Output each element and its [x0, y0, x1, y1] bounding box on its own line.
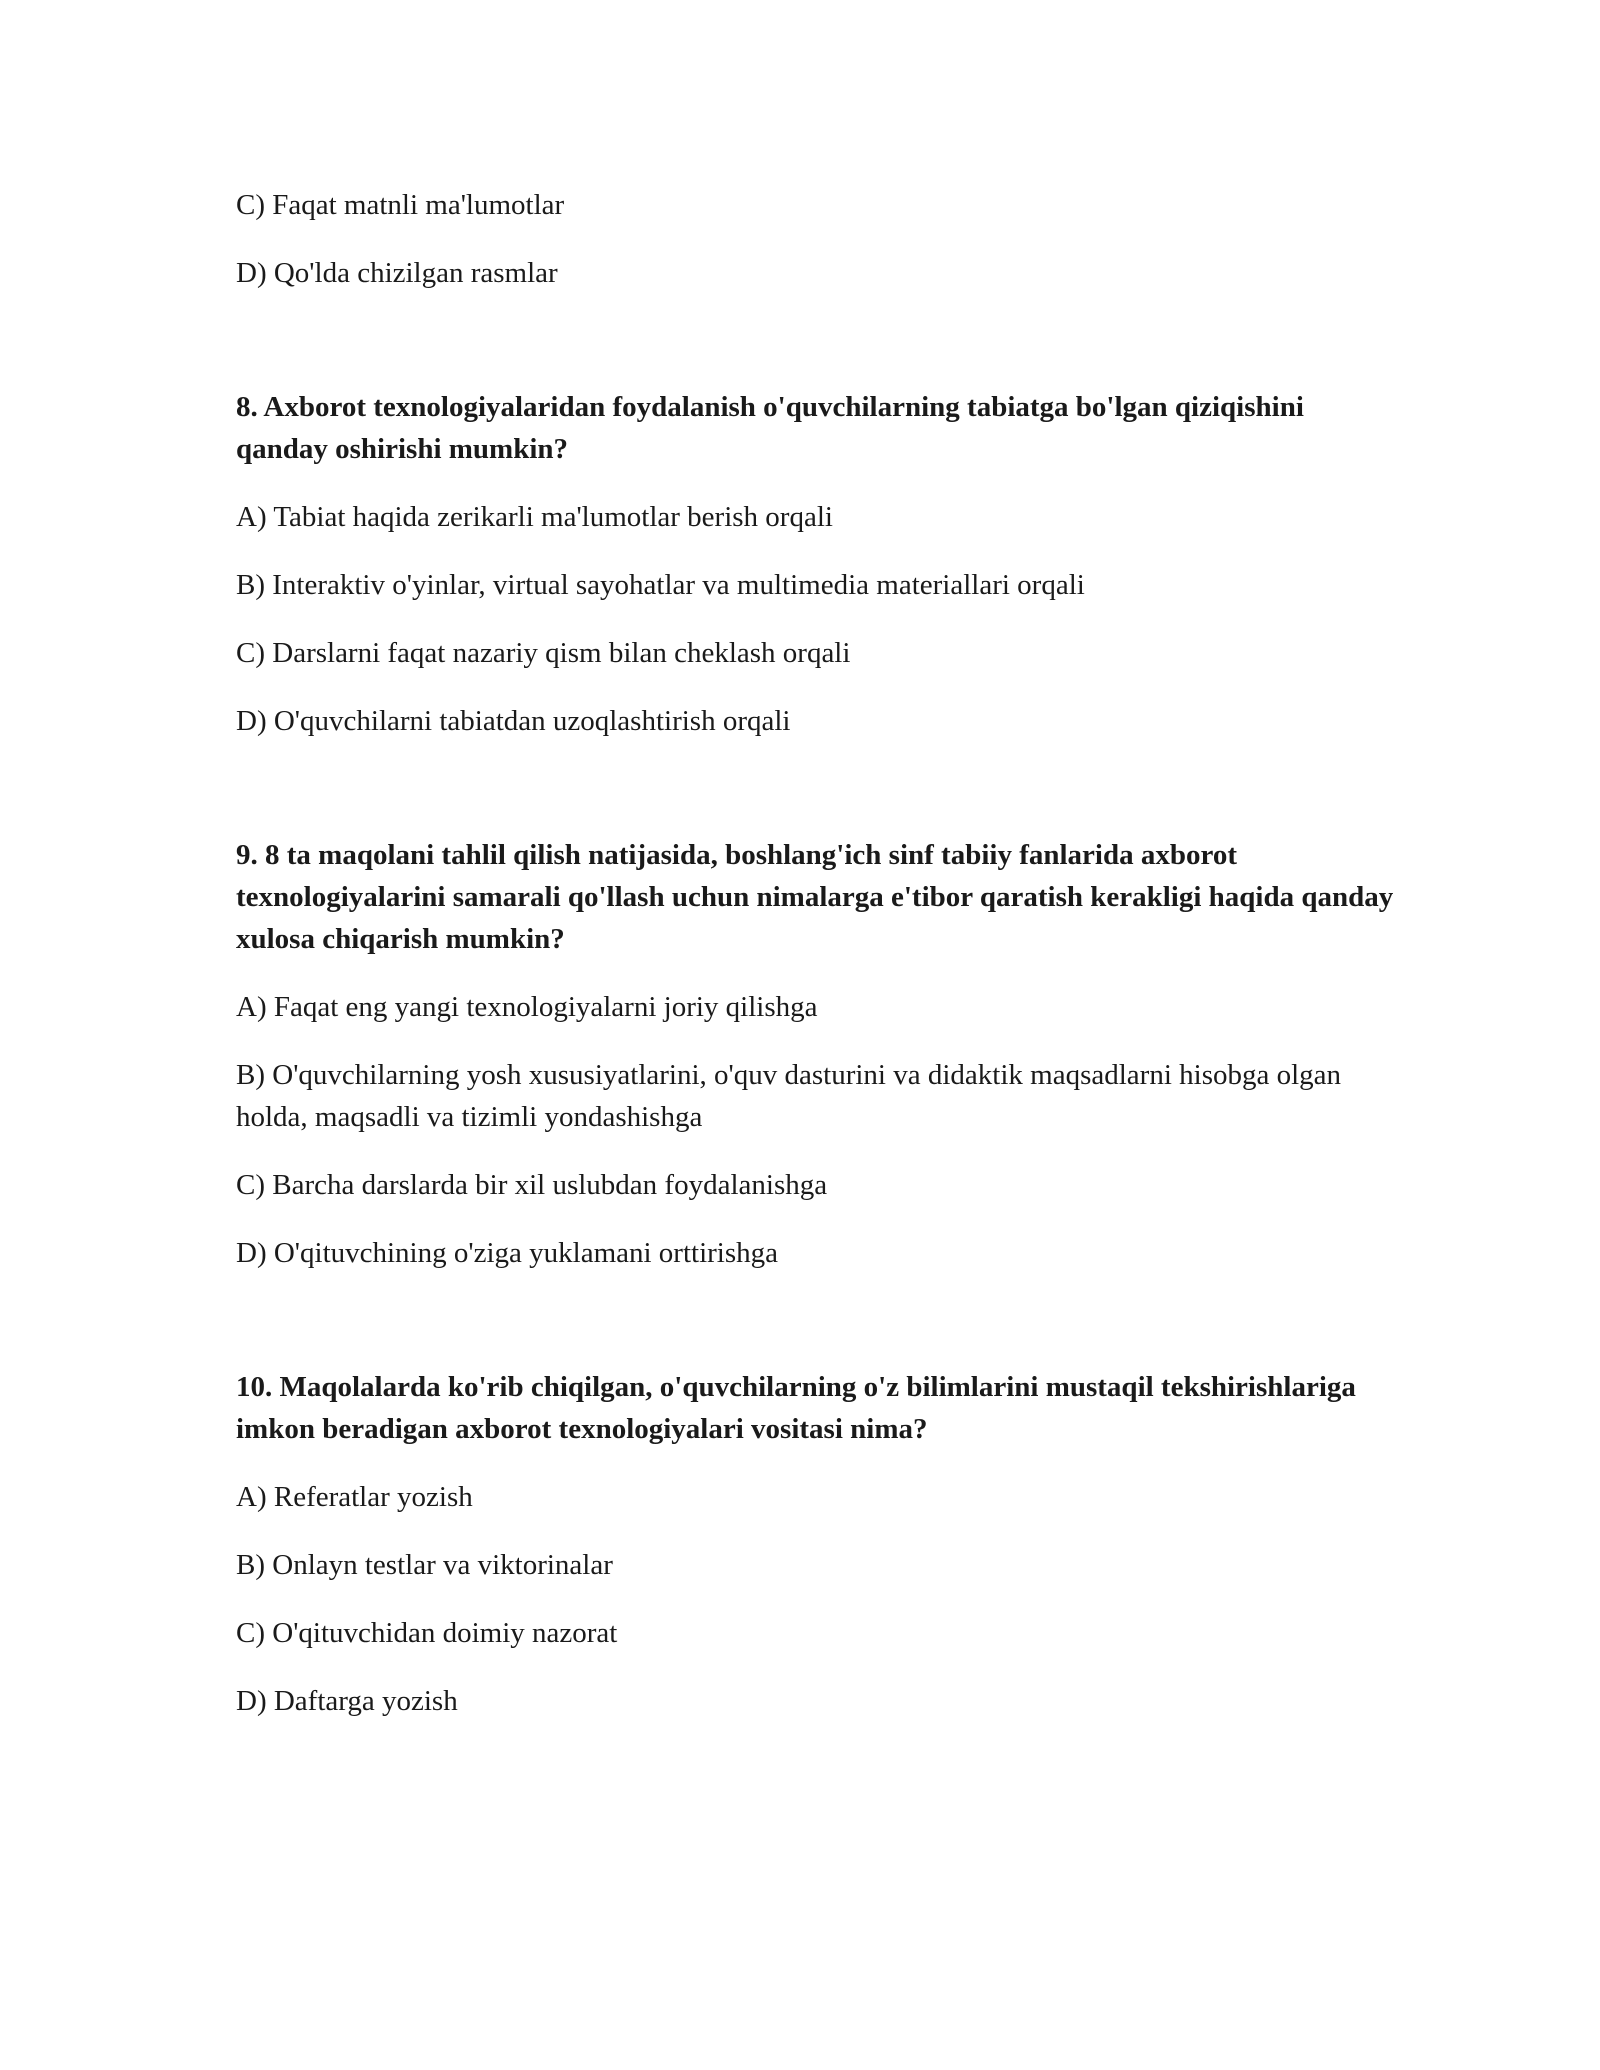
question-text: 10. Maqolalarda ko'rib chiqilgan, o'quvchilarning o'z bilimlarini mustaqil tekshirishlariga imkon beradigan axborot texnologiyalari vositasi nima? [236, 1371, 1356, 1445]
option-c: C) O'qituvchidan doimiy nazorat [236, 1617, 618, 1649]
option-a: A) Tabiat haqida zerikarli ma'lumotlar berish orqali [236, 501, 833, 533]
question-7-continuation [236, 184, 1396, 294]
option-c: C) Faqat matnli ma'lumotlar [236, 189, 565, 221]
option-a: A) Referatlar yozish [236, 1481, 473, 1513]
question-10 [236, 1366, 1396, 1722]
document-page [236, 184, 1396, 1748]
question-text: 9. 8 ta maqolani tahlil qilish natijasida, boshlang'ich sinf tabiiy fanlarida axborot texnologiyalarini samarali qo'llash uchun nimalarga e'tibor qaratish kerakligi haqida qanday xulosa chiqarish mumkin? [236, 839, 1394, 955]
option-b: B) Onlayn testlar va viktorinalar [236, 1549, 613, 1581]
question-9 [236, 834, 1396, 1274]
option-d: D) O'quvchilarni tabiatdan uzoqlashtirish orqali [236, 705, 791, 737]
option-c: C) Darslarni faqat nazariy qism bilan cheklash orqali [236, 637, 851, 669]
option-c: C) Barcha darslarda bir xil uslubdan foydalanishga [236, 1169, 828, 1201]
option-d: D) Daftarga yozish [236, 1685, 458, 1717]
option-b: B) Interaktiv o'yinlar, virtual sayohatlar va multimedia materiallari orqali [236, 569, 1085, 601]
question-text: 8. Axborot texnologiyalaridan foydalanish o'quvchilarning tabiatga bo'lgan qiziqishini qanday oshirishi mumkin? [236, 391, 1304, 465]
question-8 [236, 386, 1396, 742]
spacer [236, 320, 1396, 386]
option-d: D) O'qituvchining o'ziga yuklamani orttirishga [236, 1237, 779, 1269]
option-d: D) Qo'lda chizilgan rasmlar [236, 257, 558, 289]
spacer [236, 768, 1396, 834]
option-b: B) O'quvchilarning yosh xususiyatlarini, o'quv dasturini va didaktik maqsadlarni hisobga olgan holda, maqsadli va tizimli yondashishga [236, 1059, 1342, 1133]
spacer [236, 1300, 1396, 1366]
option-a: A) Faqat eng yangi texnologiyalarni joriy qilishga [236, 991, 818, 1023]
